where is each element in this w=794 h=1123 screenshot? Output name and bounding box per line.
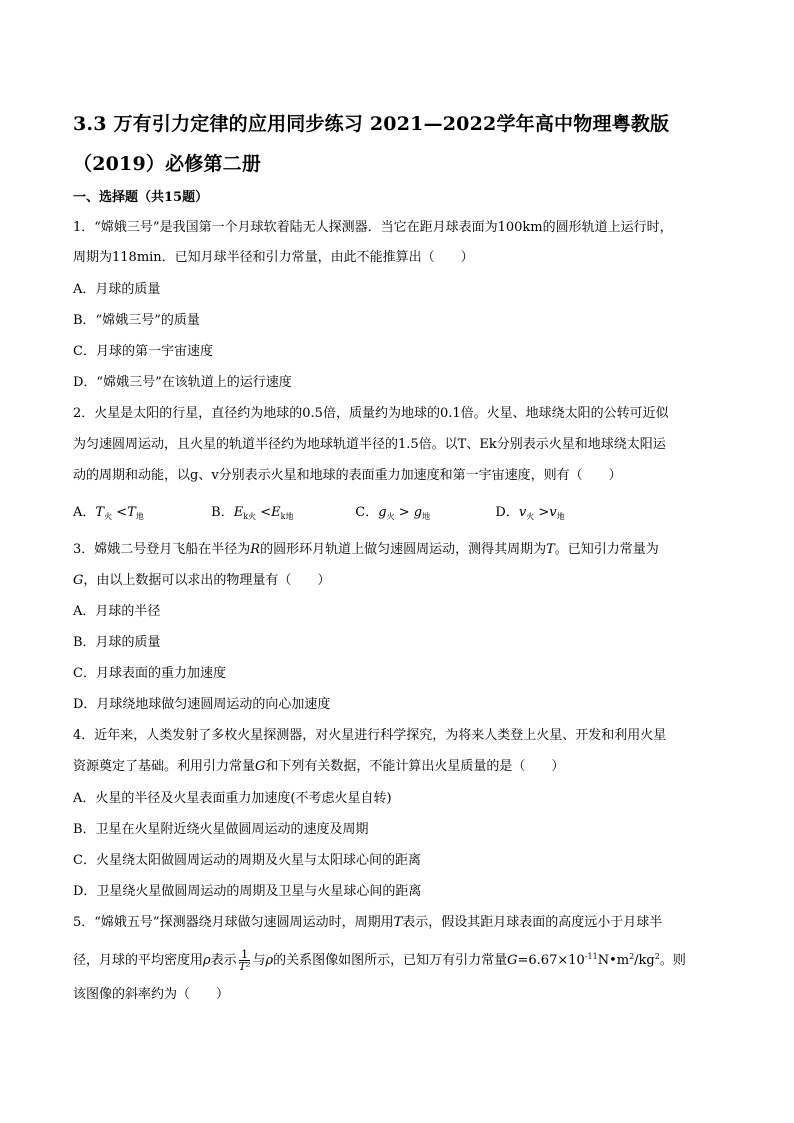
q3-option-b: B．月球的质量 <box>73 635 161 650</box>
q3-option-a: A．月球的半径 <box>73 604 161 619</box>
q2-stem-line-1: 2．火星是太阳的行星，直径约为地球的0.5倍，质量约为地球的0.1倍。火星、地球绕太阳的公转可近似 <box>73 406 669 421</box>
q1-option-b: B．“嫦娥三号”的质量 <box>73 313 200 328</box>
q2-options <box>73 503 565 527</box>
q1-option-c: C．月球的第一宇宙速度 <box>73 344 213 359</box>
q4-option-a: A．火星的半径及火星表面重力加速度(不考虑火星自转) <box>73 791 392 806</box>
q3-option-c: C．月球表面的重力加速度 <box>73 666 226 681</box>
q3-stem-line-2: G，由以上数据可以求出的物理量有（ ） <box>73 573 331 588</box>
q2-option-d: D．$v_火 >v_地$ <box>495 505 565 521</box>
q2-option-c: C．$g_火 > g_地$ <box>355 505 431 521</box>
reciprocal-period-squared-fraction: $\frac{1}{\text{T²}}$ <box>238 948 251 973</box>
section-heading: 一、选择题（共15题） <box>73 190 209 205</box>
title-line-2: （2019）必修第二册 <box>73 153 262 175</box>
q1-stem-line-2: 周期为118min．已知月球半径和引力常量，由此不能推算出（ ） <box>73 250 474 265</box>
q5-stem-line-2: 径，月球的平均密度用ρ表示 $\frac{1}{\text{T²}}$ 与ρ的关系图像如图所示，已知万有引力常量$G=6.67\times 10^{-11}N•m^2/kg^2$。则 <box>73 948 686 973</box>
q4-option-c: C．火星绕太阳做圆周运动的周期及火星与太阳球心间的距离 <box>73 853 421 868</box>
q4-stem-line-1: 4．近年来，人类发射了多枚火星探测器，对火星进行科学探究，为将来人类登上火星、开发和利用火星 <box>73 728 667 743</box>
page-title <box>73 104 733 184</box>
q2-stem-line-3: 动的周期和动能，以g、v分别表示火星和地球的表面重力加速度和第一宇宙速度，则有（ ） <box>73 468 622 483</box>
q1-option-d: D．“嫦娥三号”在该轨道上的运行速度 <box>73 375 292 390</box>
q4-option-d: D．卫星绕火星做圆周运动的周期及卫星与火星球心间的距离 <box>73 884 422 899</box>
q4-option-b: B．卫星在火星附近绕火星做圆周运动的速度及周期 <box>73 822 369 837</box>
q1-option-a: A．月球的质量 <box>73 282 161 297</box>
q5-stem-line-3: 该图像的斜率约为（ ） <box>73 987 230 1002</box>
q3-stem-line-1: 3．嫦娥二号登月飞船在半径为R的圆形环月轨道上做匀速圆周运动，测得其周期为T。已知引力常量为 <box>73 542 659 557</box>
q2-option-b: B．$E_{k火} <E_{k地}$ <box>211 505 294 521</box>
q1-stem-line-1: 1．“嫦娥三号”是我国第一个月球软着陆无人探测器．当它在距月球表面为100km的圆形轨道上运行时， <box>73 220 673 235</box>
q4-stem-line-2: 资源奠定了基础。利用引力常量G和下列有关数据，不能计算出火星质量的是（ ） <box>73 759 565 774</box>
q2-option-a: A．$T_火 <T_地$ <box>73 505 144 521</box>
q3-option-d: D．月球绕地球做匀速圆周运动的向心加速度 <box>73 697 331 712</box>
title-line-1: 3.3 万有引力定律的应用同步练习 2021—2022学年高中物理粤教版 <box>73 113 670 135</box>
q5-stem-line-1: 5．“嫦娥五号”探测器绕月球做匀速圆周运动时，周期用T表示，假设其距月球表面的高度远小于月球半 <box>73 915 663 930</box>
q2-stem-line-2: 为匀速圆周运动，且火星的轨道半径约为地球轨道半径的1.5倍。以T、Ek分别表示火星和地球绕太阳运 <box>73 437 666 452</box>
